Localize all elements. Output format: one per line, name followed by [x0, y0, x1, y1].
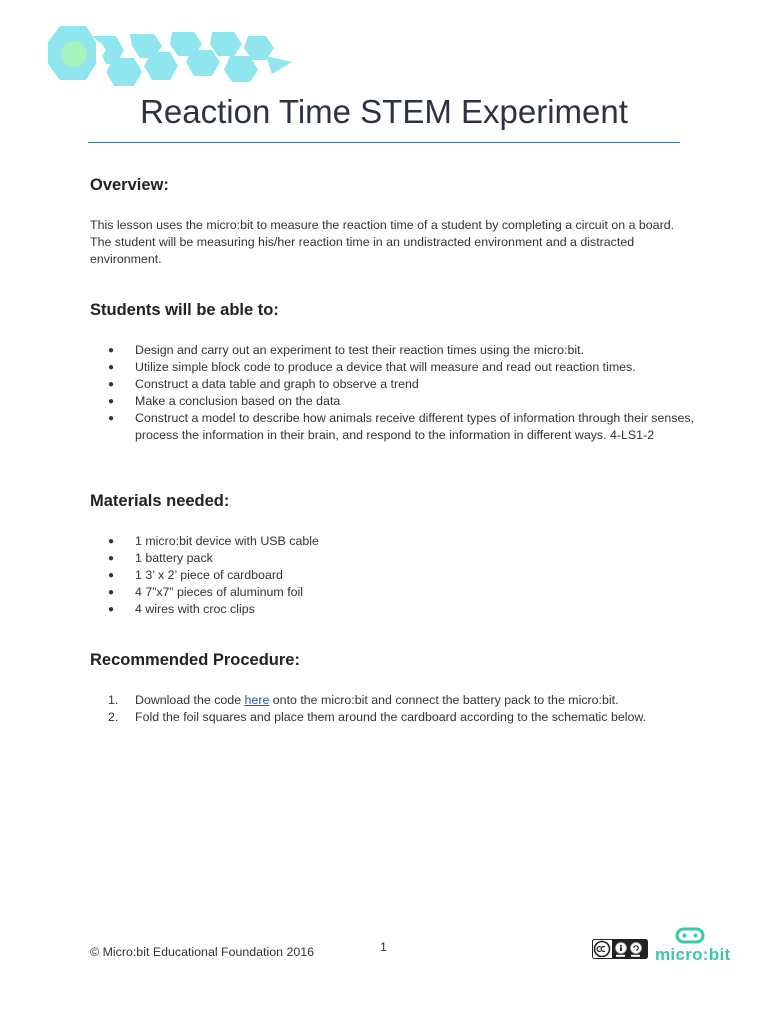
list-item: [108, 584, 698, 601]
materials-list: [108, 533, 698, 618]
step-number: 1.: [108, 693, 119, 707]
materials-heading: Materials needed:: [90, 492, 230, 510]
step-text: Download the code: [135, 693, 245, 707]
cc-by-sa-icon: [592, 939, 648, 959]
list-item: [108, 410, 698, 444]
bullet-icon: ●: [108, 345, 115, 356]
page-title: Reaction Time STEM Experiment: [140, 93, 628, 130]
bullet-icon: ●: [108, 536, 115, 547]
microbit-logo-text: micro:bit: [655, 945, 731, 964]
material-text: 1 micro:bit device with USB cable: [135, 534, 319, 548]
list-item: [108, 342, 698, 359]
material-text: 1 3’ x 2’ piece of cardboard: [135, 568, 283, 582]
procedure-list: [108, 692, 698, 726]
bullet-icon: ●: [108, 396, 115, 407]
microbit-face-icon: [655, 926, 727, 946]
bullet-icon: ●: [108, 604, 115, 615]
bullet-icon: ●: [108, 362, 115, 373]
microbit-header-logo: [44, 22, 298, 94]
list-item: [108, 376, 698, 393]
material-text: 4 wires with croc clips: [135, 602, 255, 616]
list-item: [108, 692, 698, 709]
objectives-heading: Students will be able to:: [90, 301, 279, 319]
step-text: onto the micro:bit and connect the battery pack to the micro:bit.: [269, 693, 619, 707]
copyright-text: © Micro:bit Educational Foundation 2016: [90, 945, 315, 959]
bullet-icon: ●: [108, 587, 115, 598]
list-item: [108, 359, 698, 376]
list-item: [108, 550, 698, 567]
bullet-icon: ●: [108, 553, 115, 564]
procedure-heading: Recommended Procedure:: [90, 651, 300, 669]
material-text: 4 7”x7” pieces of aluminum foil: [135, 585, 304, 599]
objective-text: Make a conclusion based on the data: [135, 394, 341, 408]
bullet-icon: ●: [108, 379, 115, 390]
overview-text: This lesson uses the micro:bit to measure the reaction time of a student by completing a circuit on a board. The student will be measuring his/her reaction time in an undistracted environment and a distracted environment.: [90, 218, 675, 266]
objective-text: Construct a data table and graph to observe a trend: [135, 377, 419, 391]
title-divider: [88, 142, 680, 143]
page-number: 1: [380, 940, 387, 954]
step-number: 2.: [108, 710, 119, 724]
list-item: [108, 393, 698, 410]
bullet-icon: ●: [108, 570, 115, 581]
step-text: Fold the foil squares and place them around the cardboard according to the schematic below.: [135, 710, 647, 724]
objective-text: Design and carry out an experiment to test their reaction times using the micro:bit.: [135, 343, 585, 357]
material-text: 1 battery pack: [135, 551, 213, 565]
list-item: [108, 533, 698, 550]
list-item: [108, 709, 698, 726]
list-item: [108, 567, 698, 584]
list-item: [108, 601, 698, 618]
code-link[interactable]: here: [244, 693, 270, 707]
objective-text: Construct a model to describe how animals receive different types of information through their senses, process the information in their brain, and respond to the information in different ways. 4-LS1-2: [135, 411, 695, 442]
objective-text: Utilize simple block code to produce a device that will measure and read out reaction times.: [135, 360, 636, 374]
overview-heading: Overview:: [90, 176, 169, 194]
bullet-icon: ●: [108, 413, 115, 424]
objectives-list: [108, 342, 698, 444]
